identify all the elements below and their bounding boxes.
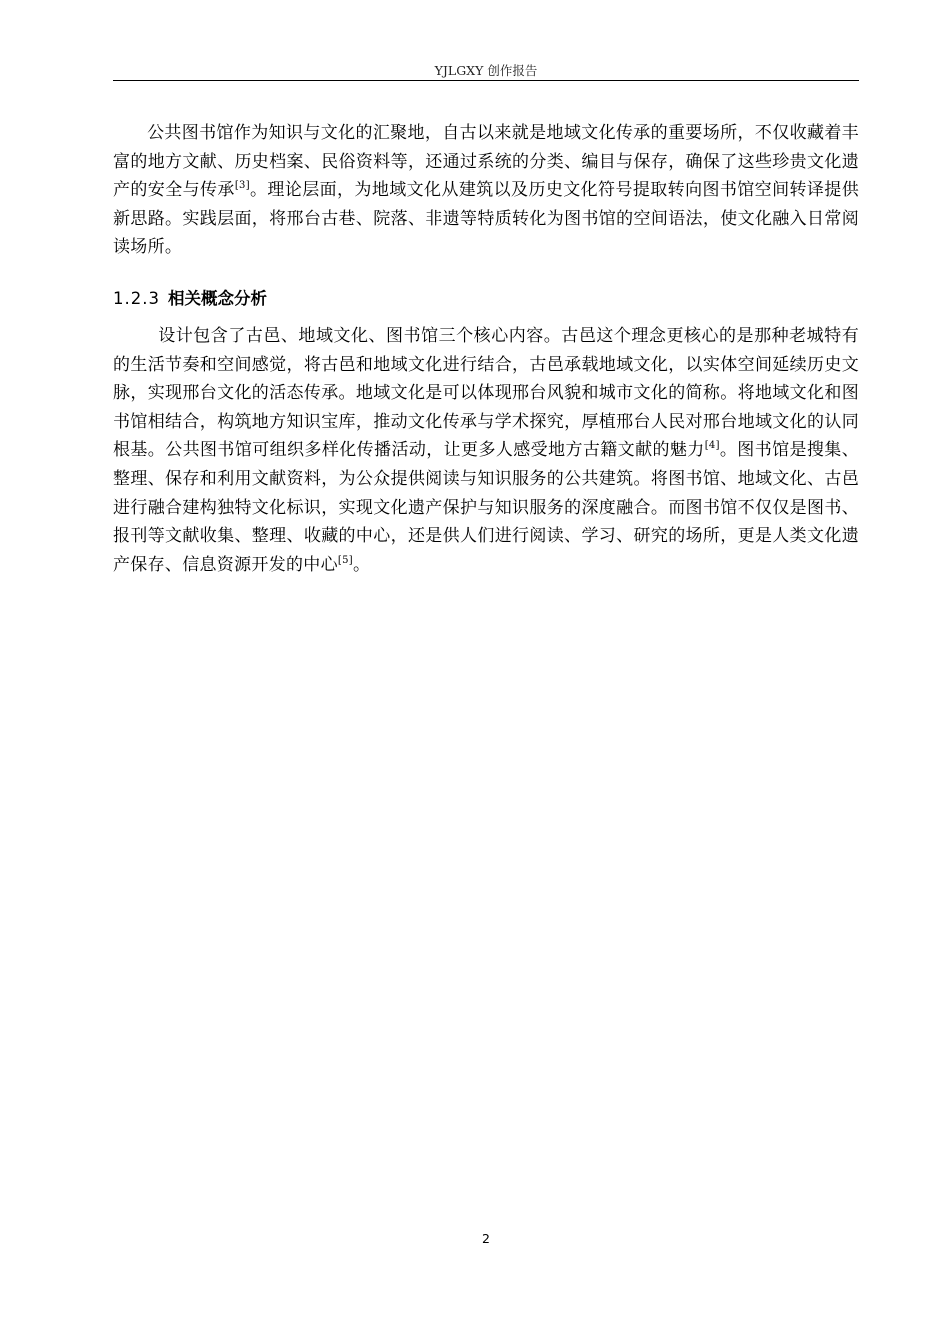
paragraph-text: 公共图书馆作为知识与文化的汇聚地，自古以来就是地域文化传承的重要场所，不仅收藏着丰富的地方文献、历史档案、民俗资料等，还通过系统的分类、编目与保存，确保了这些珍贵文化遗产的安全与传承 [113,123,859,201]
paragraph-text: 设计包含了古邑、地域文化、图书馆三个核心内容。古邑这个理念更核心的是那种老城特有的生活节奏和空间感觉，将古邑和地域文化进行结合，古邑承载地域文化，以实体空间延续历史文脉，实现邢台文化的活态传承。地域文化是可以体现邢台风貌和城市文化的简称。将地域文化和图书馆相结合，构筑地方知识宝库，推动文化传承与学术探究，厚植邢台人民对邢台地域文化的认同根基。公共图书馆可组织多样化传播活动，让更多人感受地方古籍文献的魅力 [113,326,859,461]
paragraph-text: 。 [352,554,371,575]
body-paragraph-concepts [113,322,859,579]
citation-ref: [3] [234,180,250,192]
section-title: 相关概念分析 [167,289,267,308]
header-rule [113,80,859,81]
body-paragraph-intro [113,119,859,262]
section-heading [113,286,267,312]
running-header: YJLGXY 创作报告 [434,63,538,78]
citation-ref: [4] [704,440,720,452]
section-number: 1.2.3 [113,289,160,308]
page-number: 2 [482,1231,490,1246]
paragraph-text: 。图书馆是搜集、整理、保存和利用文献资料，为公众提供阅读与知识服务的公共建筑。将图书馆、地域文化、古邑进行融合建构独特文化标识，实现文化遗产保护与知识服务的深度融合。而图书馆不仅仅是图书、报刊等文献收集、整理、收藏的中心，还是供人们进行阅读、学习、研究的场所，更是人类文化遗产保存、信息资源开发的中心 [113,440,860,575]
paragraph-text: 。理论层面，为地域文化从建筑以及历史文化符号提取转向图书馆空间转译提供新思路。实践层面，将邢台古巷、院落、非遗等特质转化为图书馆的空间语法，使文化融入日常阅读场所。 [113,180,859,258]
citation-ref: [5] [337,554,353,566]
